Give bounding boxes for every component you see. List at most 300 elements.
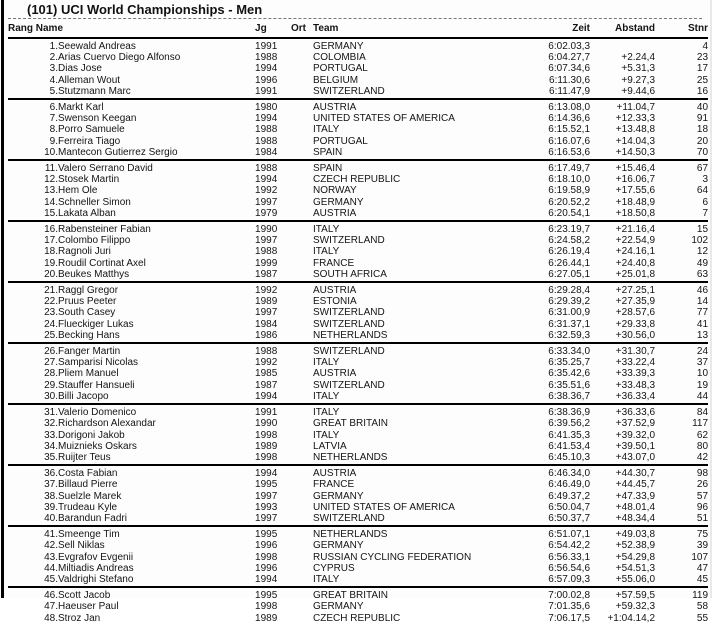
cell-ort	[291, 235, 313, 246]
cell-name: Dorigoni Jakob	[58, 429, 125, 441]
cell-ort	[291, 563, 313, 574]
header-stnr: Stnr	[688, 23, 709, 34]
cell-abstand: +44.30,7	[615, 468, 656, 480]
cell-ort	[291, 391, 313, 404]
cell-abstand: +47.33,9	[615, 490, 656, 502]
cell-ort	[291, 601, 313, 612]
table-row	[8, 124, 708, 135]
cell-zeit: 6:39.56,2	[548, 418, 591, 430]
table-row	[8, 174, 708, 185]
cell-stnr: 6	[702, 196, 709, 208]
cell-abstand: +5.31,3	[621, 63, 656, 75]
cell-ort	[291, 296, 313, 307]
cell-abstand: +11.04,7	[616, 102, 656, 114]
cell-stnr: 10	[696, 368, 709, 380]
cell-ort	[291, 221, 313, 235]
cell-team: PORTUGAL	[313, 135, 368, 147]
cell-rank: 9.	[49, 135, 58, 147]
cell-abstand: +33.39,3	[615, 368, 656, 380]
cell-abstand: +28.57,6	[615, 307, 656, 319]
table-row	[8, 52, 708, 63]
cell-name: Swenson Keegan	[58, 113, 137, 125]
cell-rank: 33.	[44, 429, 58, 441]
table-row	[8, 307, 708, 318]
cell-rank: 19.	[44, 257, 58, 269]
cell-jg: 1997	[255, 307, 278, 319]
cell-name: Fanger Martin	[58, 346, 121, 358]
cell-zeit: 7:06.17,5	[548, 612, 591, 624]
cell-zeit: 6:38.36,9	[548, 407, 591, 419]
table-row	[8, 221, 708, 235]
cell-stnr: 62	[696, 429, 709, 441]
cell-name: Flueckiger Lukas	[58, 318, 134, 330]
header-zeit: Zeit	[572, 23, 591, 34]
table-row	[8, 357, 708, 368]
cell-name: Arias Cuervo Diego Alfonso	[58, 52, 181, 64]
cell-rank: 36.	[44, 468, 58, 480]
cell-stnr: 77	[696, 307, 709, 319]
cell-rank: 6.	[49, 102, 58, 114]
cell-stnr: 84	[696, 407, 709, 419]
cell-name: Stroz Jan	[58, 612, 101, 624]
cell-stnr: 18	[696, 124, 709, 136]
header-row	[8, 19, 708, 38]
table-header	[8, 19, 708, 38]
table-row	[8, 246, 708, 257]
cell-jg: 1989	[255, 440, 278, 452]
cell-ort	[291, 99, 313, 113]
table-row	[8, 282, 708, 296]
cell-jg: 1994	[255, 174, 278, 186]
cell-ort	[291, 404, 313, 418]
cell-ort	[291, 502, 313, 513]
cell-name: Roudil Cortinat Axel	[58, 257, 146, 269]
cell-team: ITALY	[313, 246, 340, 258]
table-row	[8, 99, 708, 113]
cell-ort	[291, 513, 313, 526]
cell-jg: 1994	[255, 113, 278, 125]
cell-rank: 1.	[49, 41, 58, 52]
cell-name: Alleman Wout	[58, 74, 121, 86]
cell-ort	[291, 540, 313, 551]
header-abstand: Abstand	[615, 23, 656, 34]
cell-abstand: +21.16,4	[615, 224, 656, 236]
cell-ort	[291, 380, 313, 391]
cell-jg: 1992	[255, 185, 278, 197]
cell-team: SPAIN	[313, 146, 343, 158]
cell-team: UNITED STATES OF AMERICA	[313, 113, 455, 125]
cell-name: Smeenge Tim	[58, 529, 120, 541]
cell-team: SWITZERLAND	[313, 235, 385, 247]
cell-team: CYPRUS	[313, 562, 355, 574]
cell-team: SWITZERLAND	[313, 512, 385, 524]
cell-abstand: +15.46,4	[615, 163, 656, 175]
row-group	[8, 587, 708, 625]
cell-rank: 29.	[44, 379, 58, 391]
cell-team: ITALY	[313, 357, 340, 369]
table-row	[8, 330, 708, 343]
cell-team: RUSSIAN CYCLING FEDERATION	[313, 551, 472, 563]
cell-abstand: +22.54,9	[615, 235, 656, 247]
cell-stnr: 98	[696, 468, 709, 480]
cell-jg: 1997	[255, 196, 278, 208]
cell-jg: 1989	[255, 296, 278, 308]
row-group	[8, 465, 708, 526]
table-row	[8, 502, 708, 513]
cell-rank: 7.	[49, 113, 58, 125]
cell-rank: 37.	[44, 479, 58, 491]
cell-team: ITALY	[313, 573, 340, 585]
cell-jg: 1995	[255, 590, 278, 602]
cell-team: BELGIUM	[313, 74, 359, 86]
cell-rank: 40.	[44, 512, 58, 524]
cell-abstand: +14.04,3	[615, 135, 656, 147]
cell-jg: 1993	[255, 501, 278, 513]
cell-team: SWITZERLAND	[313, 85, 385, 97]
cell-zeit: 6:29.39,2	[548, 296, 591, 308]
cell-rank: 46.	[44, 590, 58, 602]
cell-abstand: +18.50,8	[615, 207, 656, 219]
cell-jg: 1989	[255, 612, 278, 624]
cell-name: Raggl Gregor	[58, 285, 119, 297]
cell-jg: 1996	[255, 74, 278, 86]
cell-name: Pliem Manuel	[58, 368, 119, 380]
cell-zeit: 6:56.54,6	[548, 562, 591, 574]
cell-jg: 1996	[255, 540, 278, 552]
table-row	[8, 343, 708, 357]
cell-zeit: 6:46.34,0	[548, 468, 591, 480]
cell-jg: 1991	[255, 41, 278, 52]
cell-stnr: 117	[692, 418, 709, 430]
cell-abstand: +43.07,0	[615, 451, 656, 463]
cell-stnr: 42	[696, 451, 709, 463]
table-row	[8, 113, 708, 124]
page-content	[8, 0, 708, 625]
cell-ort	[291, 307, 313, 318]
cell-rank: 20.	[44, 268, 58, 280]
cell-abstand: +13.48,8	[615, 124, 656, 136]
cell-team: GERMANY	[313, 540, 364, 552]
cell-stnr: 24	[696, 346, 709, 358]
table-row	[8, 574, 708, 587]
cell-ort	[291, 491, 313, 502]
cell-rank: 34.	[44, 440, 58, 452]
cell-name: Billi Jacopo	[58, 390, 109, 402]
cell-stnr: 19	[696, 379, 709, 391]
cell-name: South Casey	[58, 307, 116, 319]
table-row	[8, 235, 708, 246]
cell-jg: 1994	[255, 390, 278, 402]
cell-abstand: +54.51,3	[615, 562, 656, 574]
cell-name: Stosek Martin	[58, 174, 120, 186]
cell-stnr: 55	[696, 612, 709, 624]
cell-jg: 1998	[255, 451, 278, 463]
cell-stnr: 58	[696, 601, 709, 613]
cell-jg: 1997	[255, 512, 278, 524]
cell-name: Colombo Filippo	[58, 235, 131, 247]
cell-zeit: 6:57.09,3	[548, 573, 591, 585]
cell-stnr: 64	[696, 185, 709, 197]
cell-jg: 1988	[255, 346, 278, 358]
cell-ort	[291, 197, 313, 208]
cell-jg: 1986	[255, 329, 278, 341]
cell-zeit: 6:26.44,1	[548, 257, 591, 269]
cell-zeit: 7:01.35,6	[548, 601, 591, 613]
table-row	[8, 368, 708, 379]
cell-name: Dias Jose	[58, 63, 102, 75]
table-row	[8, 552, 708, 563]
cell-jg: 1997	[255, 490, 278, 502]
cell-name: Pruus Peeter	[58, 296, 117, 308]
cell-abstand: +48.01,4	[615, 501, 656, 513]
cell-ort	[291, 357, 313, 368]
cell-stnr: 80	[696, 440, 709, 452]
cell-ort	[291, 124, 313, 135]
cell-abstand: +29.33,8	[615, 318, 656, 330]
cell-rank: 32.	[44, 418, 58, 430]
cell-ort	[291, 613, 313, 625]
cell-team: GERMANY	[313, 196, 364, 208]
cell-stnr: 51	[696, 512, 709, 524]
cell-zeit: 6:56.33,1	[548, 551, 591, 563]
cell-name: Valero Serrano David	[58, 163, 153, 175]
cell-name: Stutzmann Marc	[58, 85, 131, 97]
table-row	[8, 136, 708, 147]
table-row	[8, 63, 708, 74]
cell-stnr: 20	[696, 135, 709, 147]
cell-zeit: 6:18.10,0	[548, 174, 591, 186]
table-row	[8, 319, 708, 330]
cell-team: GERMANY	[313, 490, 364, 502]
cell-zeit: 6:50.04,7	[548, 501, 591, 513]
cell-ort	[291, 63, 313, 74]
cell-zeit: 6:14.36,6	[548, 113, 591, 125]
cell-team: SWITZERLAND	[313, 346, 385, 358]
cell-zeit: 6:49.37,2	[548, 490, 591, 502]
cell-zeit: 6:17.49,7	[548, 163, 591, 175]
cell-abstand: +52.38,9	[615, 540, 656, 552]
cell-stnr: 26	[696, 479, 709, 491]
cell-name: Seewald Andreas	[58, 41, 136, 52]
cell-stnr: 16	[696, 85, 709, 97]
cell-ort	[291, 258, 313, 269]
cell-name: Richardson Alexandar	[58, 418, 156, 430]
cell-rank: 47.	[44, 601, 58, 613]
cell-rank: 12.	[44, 174, 58, 186]
cell-jg: 1988	[255, 163, 278, 175]
cell-stnr: 25	[696, 74, 709, 86]
cell-ort	[291, 113, 313, 124]
cell-zeit: 6:50.37,7	[548, 512, 591, 524]
cell-zeit: 6:51.07,1	[548, 529, 591, 541]
cell-rank: 13.	[44, 185, 58, 197]
cell-abstand: +36.33,6	[615, 407, 656, 419]
cell-rank: 35.	[44, 451, 58, 463]
cell-abstand: +39.32,0	[615, 429, 656, 441]
cell-team: GREAT BRITAIN	[313, 590, 389, 602]
cell-zeit: 6:07.34,6	[548, 63, 591, 75]
cell-stnr: 91	[696, 113, 709, 125]
cell-team: ITALY	[313, 407, 340, 419]
cell-ort	[291, 343, 313, 357]
results-table	[8, 19, 708, 625]
cell-name: Stauffer Hansueli	[58, 379, 135, 391]
cell-stnr: 49	[696, 257, 709, 269]
cell-zeit: 6:29.28,4	[548, 285, 591, 297]
cell-rank: 14.	[44, 196, 58, 208]
cell-zeit: 6:19.58,9	[548, 185, 591, 197]
cell-jg: 1979	[255, 207, 278, 219]
table-row	[8, 404, 708, 418]
cell-abstand: +1:04.14,2	[607, 612, 656, 624]
cell-name: Costa Fabian	[58, 468, 118, 480]
cell-stnr: 107	[691, 551, 709, 563]
cell-rank: 18.	[44, 246, 58, 258]
table-row	[8, 491, 708, 502]
cell-ort	[291, 587, 313, 601]
table-row	[8, 160, 708, 174]
cell-team: ITALY	[313, 224, 340, 236]
table-row	[8, 465, 708, 479]
cell-ort	[291, 185, 313, 196]
table-row	[8, 391, 708, 404]
cell-team: AUSTRIA	[313, 207, 357, 219]
cell-team: SWITZERLAND	[313, 318, 385, 330]
cell-stnr: 15	[696, 224, 709, 236]
cell-jg: 1998	[255, 601, 278, 613]
cell-abstand: +57.59,5	[615, 590, 656, 602]
cell-stnr: 14	[696, 296, 709, 308]
cell-ort	[291, 75, 313, 86]
cell-rank: 10.	[44, 146, 58, 158]
cell-abstand: +48.34,4	[615, 512, 656, 524]
cell-team: FRANCE	[313, 479, 355, 491]
cell-jg: 1999	[255, 257, 278, 269]
row-group	[8, 404, 708, 465]
cell-jg: 1987	[255, 268, 278, 280]
cell-abstand: +14.50,3	[615, 146, 656, 158]
cell-stnr: 40	[696, 102, 709, 114]
cell-stnr: 37	[696, 357, 709, 369]
table-row	[8, 479, 708, 490]
cell-team: SWITZERLAND	[313, 379, 385, 391]
table-row	[8, 613, 708, 625]
cell-stnr: 17	[696, 63, 709, 75]
cell-jg: 1991	[255, 85, 278, 97]
cell-abstand: +31.30,7	[615, 346, 656, 358]
cell-zeit: 6:32.59,3	[548, 329, 591, 341]
table-row	[8, 563, 708, 574]
cell-rank: 2.	[49, 52, 58, 64]
cell-jg: 1994	[255, 63, 278, 75]
cell-name: Scott Jacob	[58, 590, 111, 602]
cell-ort	[291, 52, 313, 63]
cell-stnr: 45	[696, 573, 709, 585]
cell-zeit: 6:20.54,1	[548, 207, 591, 219]
cell-abstand: +24.16,1	[615, 246, 656, 258]
cell-ort	[291, 38, 313, 52]
cell-zeit: 6:46.49,0	[548, 479, 591, 491]
cell-zeit: 6:24.58,2	[548, 235, 591, 247]
table-row	[8, 587, 708, 601]
cell-jg: 1991	[255, 407, 278, 419]
cell-jg: 1988	[255, 135, 278, 147]
cell-name: Ragnoli Juri	[58, 246, 111, 258]
cell-team: AUSTRIA	[313, 468, 357, 480]
cell-name: Samparisi Nicolas	[58, 357, 139, 369]
cell-abstand: +44.45,7	[615, 479, 656, 491]
cell-rank: 5.	[49, 85, 58, 97]
cell-team: PORTUGAL	[313, 63, 368, 75]
cell-team: GERMANY	[313, 601, 364, 613]
cell-team: SPAIN	[313, 163, 343, 175]
cell-jg: 1996	[255, 562, 278, 574]
cell-abstand: +18.48,9	[615, 196, 656, 208]
header-ort: Ort	[291, 23, 307, 34]
cell-team: NORWAY	[313, 185, 357, 197]
cell-name: Porro Samuele	[58, 124, 125, 136]
cell-jg: 1997	[255, 235, 278, 247]
cell-team: ESTONIA	[313, 296, 357, 308]
cell-name: Muiznieks Oskars	[58, 440, 137, 452]
cell-stnr: 119	[692, 590, 709, 602]
cell-rank: 22.	[44, 296, 58, 308]
cell-abstand: +33.22,4	[615, 357, 656, 369]
row-group	[8, 526, 708, 587]
cell-zeit: 6:20.52,2	[548, 196, 591, 208]
cell-jg: 1992	[255, 357, 278, 369]
cell-jg: 1988	[255, 124, 278, 136]
cell-team: NETHERLANDS	[313, 529, 388, 541]
cell-name: Valerio Domenico	[58, 407, 137, 419]
cell-ort	[291, 86, 313, 99]
cell-team: COLOMBIA	[313, 52, 366, 64]
cell-rank: 45.	[44, 573, 58, 585]
cell-name: Trudeau Kyle	[58, 501, 118, 513]
table-row	[8, 452, 708, 465]
row-group	[8, 282, 708, 343]
cell-ort	[291, 574, 313, 587]
cell-zeit: 6:16.07,6	[548, 135, 591, 147]
cell-rank: 42.	[44, 540, 58, 552]
table-row	[8, 430, 708, 441]
cell-name: Valdrighi Stefano	[58, 573, 134, 585]
cell-stnr: 57	[696, 490, 709, 502]
cell-stnr: 41	[696, 318, 709, 330]
cell-jg: 1980	[255, 102, 278, 114]
cell-name: Lakata Alban	[58, 207, 116, 219]
header-jg: Jg	[255, 23, 267, 34]
cell-rank: 39.	[44, 501, 58, 513]
cell-team: UNITED STATES OF AMERICA	[313, 501, 455, 513]
cell-ort	[291, 368, 313, 379]
cell-team: FRANCE	[313, 257, 355, 269]
row-group	[8, 160, 708, 221]
cell-ort	[291, 136, 313, 147]
cell-zeit: 6:23.19,7	[548, 224, 591, 236]
table-row	[8, 38, 708, 52]
cell-ort	[291, 526, 313, 540]
cell-name: Becking Hans	[58, 329, 120, 341]
table-row	[8, 380, 708, 391]
table-row	[8, 208, 708, 221]
cell-jg: 1995	[255, 529, 278, 541]
cell-rank: 31.	[44, 407, 58, 419]
cell-team: GERMANY	[313, 41, 364, 52]
header-rang-name: Rang Name	[8, 23, 64, 34]
cell-stnr: 7	[702, 207, 709, 219]
cell-zeit: 6:04.27,7	[548, 52, 591, 64]
